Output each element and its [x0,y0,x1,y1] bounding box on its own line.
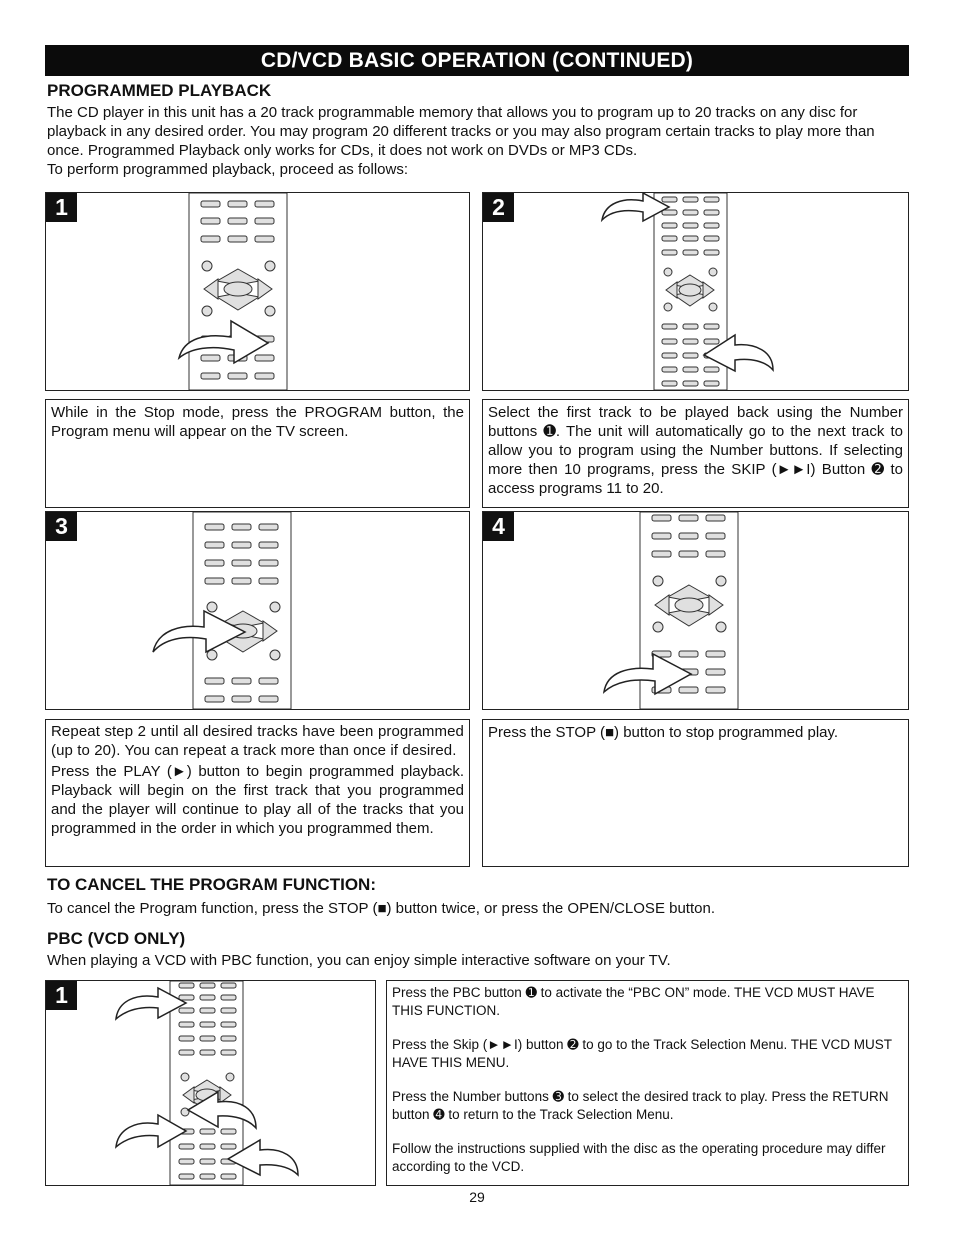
pbc-heading: PBC (VCD ONLY) [47,929,186,948]
remote-control-icon [483,512,908,709]
remote-control-icon [46,512,469,709]
step-4-instructions: Press the STOP (■) button to stop programmed play. [488,724,839,741]
page-number: 29 [469,1189,485,1205]
step-3-play-instructions: Press the PLAY (►) button to begin programmed playback. Playback will begin on the first track that you programmed and the player will continue to play all of the tracks that you programmed in the order in which you programmed them. [51,763,464,837]
step-4-text [482,719,909,867]
step-2-text [482,399,909,508]
pbc-intro: When playing a VCD with PBC function, you can enjoy simple interactive software on your TV. [47,952,671,969]
pbc-paragraph: Press the Skip (►►I) button ➋ to go to the Track Selection Menu. THE VCD MUST HAVE THIS MENU. [392,1037,892,1070]
programmed-playback-heading: PROGRAMMED PLAYBACK [47,81,272,100]
pbc-instructions [386,980,909,1186]
remote-control-icon [46,981,375,1185]
step-1-instructions: While in the Stop mode, press the PROGRAM button, the Program menu will appear on the TV screen. [51,404,464,440]
step-3-text [45,719,470,867]
step-3-number: 3 [46,512,77,541]
step-4-illustration [482,511,909,710]
remote-control-icon [46,193,469,390]
step-3-illustration [45,511,470,710]
remote-control-icon [483,193,908,390]
step-1-illustration [45,192,470,391]
step-4-number: 4 [483,512,514,541]
cancel-text: To cancel the Program function, press the STOP (■) button twice, or press the OPEN/CLOSE button. [47,900,715,917]
step-2-number: 2 [483,193,514,222]
pbc-paragraph: Press the Number buttons ➌ to select the desired track to play. Press the RETURN button ➍ to return to the Track Selection Menu. [392,1089,889,1122]
programmed-proceed: To perform programmed playback, proceed as follows: [47,161,408,178]
pbc-paragraph: Press the PBC button ➊ to activate the “PBC ON” mode. THE VCD MUST HAVE THIS FUNCTION. [392,985,875,1018]
step-3-instructions: Repeat step 2 until all desired tracks have been programmed (up to 20). You can repeat a track more than once if desired. [51,723,464,759]
pbc-illustration [45,980,376,1186]
cancel-heading: TO CANCEL THE PROGRAM FUNCTION: [47,875,376,894]
pbc-paragraph: Follow the instructions supplied with the disc as the operating procedure may differ according to the VCD. [392,1141,886,1174]
step-1-text [45,399,470,508]
programmed-intro: The CD player in this unit has a 20 track programmable memory that allows you to program up to 20 tracks on any disc for playback in any desired order. You may program 20 different tracks or you may also program certain tracks to play more than once. Programmed Playback only works for CDs, it does not work on DVDs or MP3 CDs. [47,104,875,159]
step-1-number: 1 [46,193,77,222]
page-title-bar: CD/VCD BASIC OPERATION (CONTINUED) [45,45,909,76]
pbc-step-number: 1 [46,981,77,1010]
step-2-illustration [482,192,909,391]
step-2-instructions: Select the first track to be played back using the Number buttons ➊. The unit will automatically go to the next track to allow you to program using the Number buttons. If selecting more then 10 programs, press the SKIP (►►I) Button ➋ to access programs 11 to 20. [488,404,903,497]
